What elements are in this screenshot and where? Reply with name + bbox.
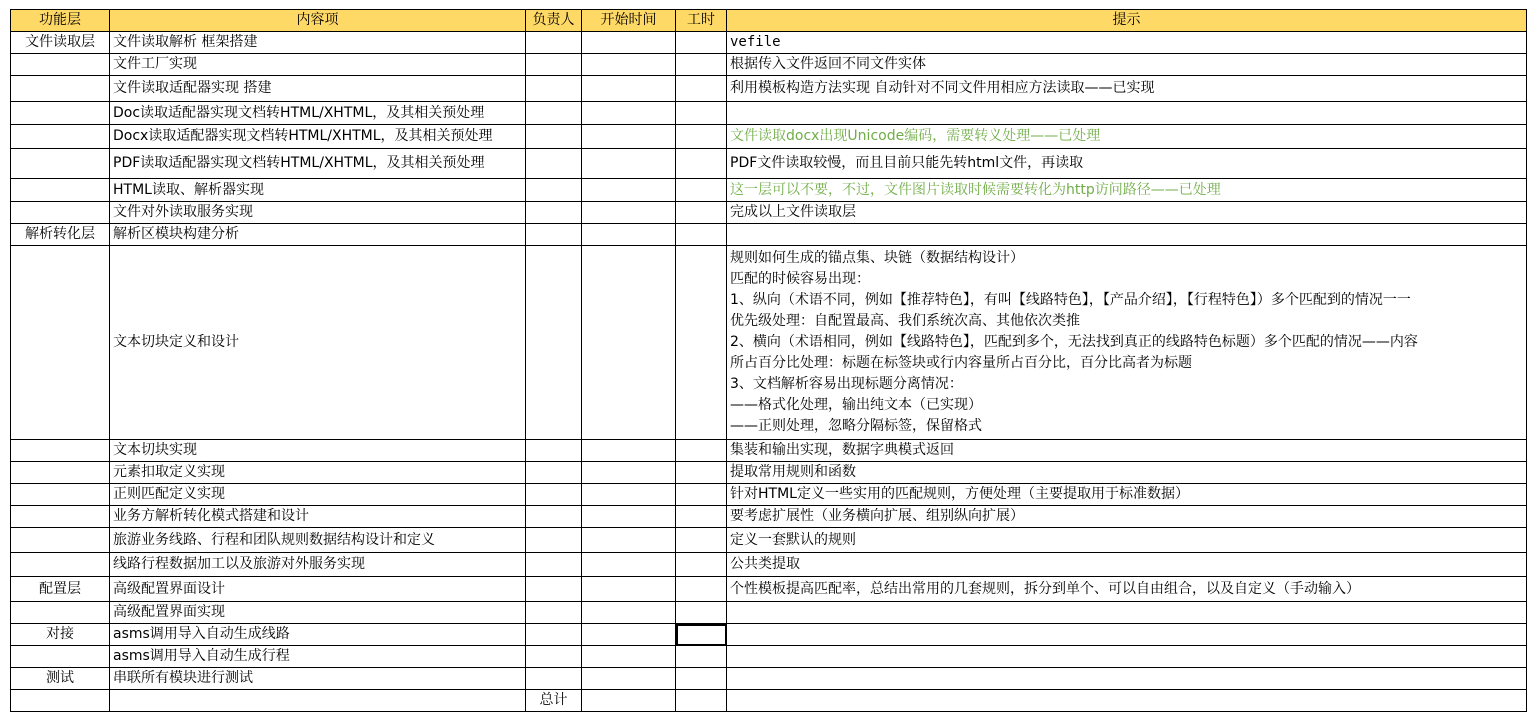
owner-cell[interactable] xyxy=(526,506,582,528)
item-cell[interactable]: 高级配置界面设计 xyxy=(110,577,526,602)
start-time-cell[interactable] xyxy=(582,690,676,712)
hint-cell[interactable]: 根据传入文件返回不同文件实体 xyxy=(727,54,1527,76)
hint-cell[interactable]: vefile xyxy=(727,32,1527,54)
hours-cell[interactable] xyxy=(676,54,727,76)
start-time-cell[interactable] xyxy=(582,246,676,440)
start-time-cell[interactable] xyxy=(582,76,676,102)
owner-cell[interactable] xyxy=(526,668,582,690)
start-time-cell[interactable] xyxy=(582,179,676,202)
item-cell[interactable]: 文件读取解析 框架搭建 xyxy=(110,32,526,54)
table-row xyxy=(11,440,1527,462)
table-row xyxy=(11,246,1527,440)
owner-cell[interactable] xyxy=(526,553,582,577)
owner-cell[interactable] xyxy=(526,202,582,224)
start-time-cell[interactable] xyxy=(582,602,676,624)
start-time-cell[interactable] xyxy=(582,528,676,553)
layer-cell[interactable]: 解析转化层 xyxy=(11,224,110,246)
layer-cell[interactable] xyxy=(11,125,110,149)
table-row xyxy=(11,202,1527,224)
hint-cell[interactable] xyxy=(727,602,1527,624)
hint-cell[interactable] xyxy=(727,624,1527,646)
table-row xyxy=(11,54,1527,76)
layer-cell[interactable] xyxy=(11,646,110,668)
hours-cell[interactable] xyxy=(676,528,727,553)
layer-cell[interactable] xyxy=(11,202,110,224)
item-cell[interactable]: 串联所有模块进行测试 xyxy=(110,668,526,690)
hours-cell[interactable] xyxy=(676,102,727,125)
hint-line: 规则如何生成的锚点集、块链（数据结构设计） xyxy=(730,250,1024,266)
layer-cell[interactable] xyxy=(11,602,110,624)
start-time-cell[interactable] xyxy=(582,125,676,149)
start-time-cell[interactable] xyxy=(582,668,676,690)
owner-cell[interactable] xyxy=(526,624,582,646)
hours-cell[interactable] xyxy=(676,602,727,624)
layer-cell[interactable] xyxy=(11,102,110,125)
total-label[interactable]: 总计 xyxy=(526,690,582,712)
hint-cell[interactable] xyxy=(727,690,1527,712)
table-row xyxy=(11,149,1527,179)
hours-cell[interactable] xyxy=(676,32,727,54)
start-time-cell[interactable] xyxy=(582,624,676,646)
hours-cell[interactable] xyxy=(676,624,727,646)
owner-cell[interactable] xyxy=(526,528,582,553)
hint-cell[interactable]: 这一层可以不要，不过，文件图片读取时候需要转化为http访问路径——已处理 xyxy=(727,179,1527,202)
hours-cell[interactable] xyxy=(676,577,727,602)
hours-cell[interactable] xyxy=(676,202,727,224)
table-row xyxy=(11,76,1527,102)
layer-cell[interactable] xyxy=(11,506,110,528)
header-hours[interactable]: 工时 xyxy=(676,10,727,32)
layer-cell[interactable]: 配置层 xyxy=(11,577,110,602)
start-time-cell[interactable] xyxy=(582,553,676,577)
hours-cell[interactable] xyxy=(676,440,727,462)
item-cell[interactable]: HTML读取、解析器实现 xyxy=(110,179,526,202)
hours-cell[interactable] xyxy=(676,462,727,484)
owner-cell[interactable] xyxy=(526,54,582,76)
item-cell[interactable]: 元素扣取定义实现 xyxy=(110,462,526,484)
table-row xyxy=(11,624,1527,646)
item-cell[interactable]: 文本切块定义和设计 xyxy=(110,246,526,440)
total-row xyxy=(11,690,1527,712)
hours-cell[interactable] xyxy=(676,246,727,440)
layer-cell[interactable]: 文件读取层 xyxy=(11,32,110,54)
table-row xyxy=(11,668,1527,690)
owner-cell[interactable] xyxy=(526,246,582,440)
hint-line: 3、文档解析容易出现标题分离情况： xyxy=(730,376,963,392)
hint-cell[interactable] xyxy=(727,224,1527,246)
item-cell[interactable]: 文本切块实现 xyxy=(110,440,526,462)
hint-cell[interactable] xyxy=(727,102,1527,125)
header-item[interactable]: 内容项 xyxy=(110,10,526,32)
owner-cell[interactable] xyxy=(526,462,582,484)
owner-cell[interactable] xyxy=(526,602,582,624)
owner-cell[interactable] xyxy=(526,102,582,125)
hint-cell[interactable]: 集装和输出实现，数据字典模式返回 xyxy=(727,440,1527,462)
table-row xyxy=(11,32,1527,54)
header-hint[interactable]: 提示 xyxy=(727,10,1527,32)
layer-cell[interactable] xyxy=(11,440,110,462)
hint-line: 1、纵向（术语不同，例如【推荐特色】，有叫【线路特色】，【产品介绍】，【行程特色】）多个匹配到的情况一一 xyxy=(730,292,1411,308)
hours-cell[interactable] xyxy=(676,484,727,506)
hint-cell[interactable]: 定义一套默认的规则 xyxy=(727,528,1527,553)
owner-cell[interactable] xyxy=(526,125,582,149)
hours-cell[interactable] xyxy=(676,76,727,102)
start-time-cell[interactable] xyxy=(582,577,676,602)
layer-cell[interactable] xyxy=(11,462,110,484)
owner-cell[interactable] xyxy=(526,32,582,54)
hours-cell[interactable] xyxy=(676,224,727,246)
hours-cell[interactable] xyxy=(676,125,727,149)
item-cell[interactable]: PDF读取适配器实现文档转HTML/XHTML，及其相关预处理 xyxy=(110,149,526,179)
layer-cell[interactable] xyxy=(11,76,110,102)
item-cell[interactable]: Doc读取适配器实现文档转HTML/XHTML，及其相关预处理 xyxy=(110,102,526,125)
table-row xyxy=(11,462,1527,484)
item-cell[interactable]: asms调用导入自动生成线路 xyxy=(110,624,526,646)
start-time-cell[interactable] xyxy=(582,506,676,528)
owner-cell[interactable] xyxy=(526,179,582,202)
hint-line: 2、横向（术语相同，例如【线路特色】，匹配到多个，无法找到真正的线路特色标题）多个匹配的情况——内容 xyxy=(730,334,1418,350)
layer-cell[interactable] xyxy=(11,246,110,440)
start-time-cell[interactable] xyxy=(582,149,676,179)
item-cell[interactable]: 旅游业务线路、行程和团队规则数据结构设计和定义 xyxy=(110,528,526,553)
item-cell[interactable]: 正则匹配定义实现 xyxy=(110,484,526,506)
hint-cell[interactable]: 文件读取docx出现Unicode编码，需要转义处理——已处理 xyxy=(727,125,1527,149)
header-row xyxy=(11,10,1527,32)
hint-cell[interactable]: 公共类提取 xyxy=(727,553,1527,577)
owner-cell[interactable] xyxy=(526,440,582,462)
owner-cell[interactable] xyxy=(526,646,582,668)
spreadsheet-grid xyxy=(10,9,1527,712)
owner-cell[interactable] xyxy=(526,224,582,246)
header-layer[interactable]: 功能层 xyxy=(11,10,110,32)
table-row xyxy=(11,484,1527,506)
item-cell[interactable]: 文件读取适配器实现 搭建 xyxy=(110,76,526,102)
table-row xyxy=(11,179,1527,202)
table-row xyxy=(11,528,1527,553)
hint-cell[interactable] xyxy=(727,246,1527,440)
start-time-cell[interactable] xyxy=(582,440,676,462)
hint-cell[interactable]: PDF文件读取较慢，而且目前只能先转html文件，再读取 xyxy=(727,149,1527,179)
layer-cell[interactable]: 对接 xyxy=(11,624,110,646)
hint-cell[interactable]: 要考虑扩展性（业务横向扩展、组别纵向扩展） xyxy=(727,506,1527,528)
owner-cell[interactable] xyxy=(526,76,582,102)
hint-cell[interactable]: 提取常用规则和函数 xyxy=(727,462,1527,484)
table-row xyxy=(11,224,1527,246)
item-cell[interactable]: Docx读取适配器实现文档转HTML/XHTML，及其相关预处理 xyxy=(110,125,526,149)
layer-cell[interactable] xyxy=(11,54,110,76)
item-cell[interactable]: 文件工厂实现 xyxy=(110,54,526,76)
table-row xyxy=(11,553,1527,577)
item-cell[interactable]: 解析区模块构建分析 xyxy=(110,224,526,246)
item-cell[interactable]: 文件对外读取服务实现 xyxy=(110,202,526,224)
item-cell[interactable]: 业务方解析转化模式搭建和设计 xyxy=(110,506,526,528)
hint-cell[interactable]: 个性模板提高匹配率，总结出常用的几套规则，拆分到单个、可以自由组合，以及自定义（手动输入） xyxy=(727,577,1527,602)
hint-line: ——格式化处理，输出纯文本（已实现） xyxy=(730,397,982,413)
hint-cell[interactable]: 完成以上文件读取层 xyxy=(727,202,1527,224)
start-time-cell[interactable] xyxy=(582,646,676,668)
hint-line: ——正则处理，忽略分隔标签，保留格式 xyxy=(730,418,982,434)
start-time-cell[interactable] xyxy=(582,202,676,224)
hours-cell[interactable] xyxy=(676,553,727,577)
layer-cell[interactable] xyxy=(11,528,110,553)
owner-cell[interactable] xyxy=(526,577,582,602)
table-row xyxy=(11,125,1527,149)
layer-cell[interactable] xyxy=(11,484,110,506)
item-cell[interactable] xyxy=(110,690,526,712)
layer-cell[interactable] xyxy=(11,553,110,577)
start-time-cell[interactable] xyxy=(582,224,676,246)
table-row xyxy=(11,646,1527,668)
hours-cell[interactable] xyxy=(676,646,727,668)
header-owner[interactable]: 负责人 xyxy=(526,10,582,32)
start-time-cell[interactable] xyxy=(582,462,676,484)
owner-cell[interactable] xyxy=(526,149,582,179)
hours-cell[interactable] xyxy=(676,149,727,179)
table-row xyxy=(11,602,1527,624)
hours-cell[interactable] xyxy=(676,179,727,202)
hours-cell[interactable] xyxy=(676,690,727,712)
hint-line: 匹配的时候容易出现： xyxy=(730,271,870,287)
layer-cell[interactable]: 测试 xyxy=(11,668,110,690)
hours-cell[interactable] xyxy=(676,506,727,528)
hint-line: 优先级处理：自配置最高、我们系统次高、其他依次类推 xyxy=(730,313,1080,329)
item-cell[interactable]: asms调用导入自动生成行程 xyxy=(110,646,526,668)
table-row xyxy=(11,577,1527,602)
owner-cell[interactable] xyxy=(526,484,582,506)
hours-cell[interactable] xyxy=(676,668,727,690)
hint-cell[interactable] xyxy=(727,646,1527,668)
header-start-time[interactable]: 开始时间 xyxy=(582,10,676,32)
table-row xyxy=(11,102,1527,125)
hint-cell[interactable]: 利用模板构造方法实现 自动针对不同文件用相应方法读取——已实现 xyxy=(727,76,1527,102)
hint-line: 所占百分比处理：标题在标签块或行内容量所占百分比，百分比高者为标题 xyxy=(730,355,1192,371)
table-row xyxy=(11,506,1527,528)
layer-cell[interactable] xyxy=(11,149,110,179)
layer-cell[interactable] xyxy=(11,179,110,202)
start-time-cell[interactable] xyxy=(582,484,676,506)
item-cell[interactable]: 线路行程数据加工以及旅游对外服务实现 xyxy=(110,553,526,577)
start-time-cell[interactable] xyxy=(582,54,676,76)
item-cell[interactable]: 高级配置界面实现 xyxy=(110,602,526,624)
hint-cell[interactable]: 针对HTML定义一些实用的匹配规则，方便处理（主要提取用于标准数据） xyxy=(727,484,1527,506)
start-time-cell[interactable] xyxy=(582,32,676,54)
layer-cell[interactable] xyxy=(11,690,110,712)
hint-cell[interactable] xyxy=(727,668,1527,690)
start-time-cell[interactable] xyxy=(582,102,676,125)
